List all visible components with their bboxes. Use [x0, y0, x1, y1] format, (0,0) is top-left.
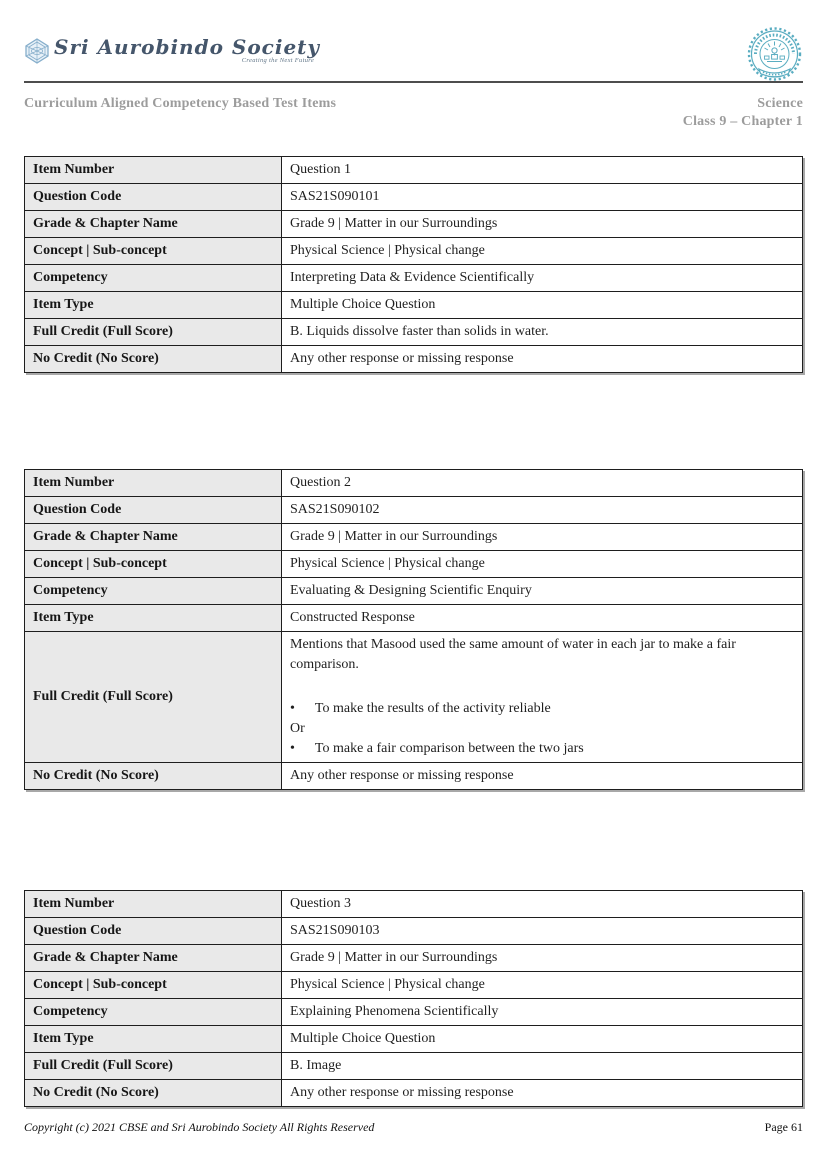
row-label: Full Credit (Full Score) [25, 319, 282, 346]
table-row [25, 632, 803, 763]
table-row [25, 265, 803, 292]
bullet-text: • To make a fair comparison between the two jars [314, 741, 584, 756]
table-row [25, 551, 803, 578]
full-credit-or: Or [290, 721, 305, 736]
table-row [25, 524, 803, 551]
row-label: Full Credit (Full Score) [25, 1053, 282, 1080]
row-label: No Credit (No Score) [25, 346, 282, 373]
class-chapter-title: Class 9 – Chapter 1 [682, 113, 803, 129]
row-label: Item Type [25, 292, 282, 319]
row-label: Grade & Chapter Name [25, 211, 282, 238]
row-value: Any other response or missing response [282, 1080, 803, 1107]
row-value: B. Liquids dissolve faster than solids in water. [282, 319, 803, 346]
row-label: Concept | Sub-concept [25, 238, 282, 265]
row-value: Any other response or missing response [282, 346, 803, 373]
table-row [25, 578, 803, 605]
row-label: Item Type [25, 1026, 282, 1053]
subject-block [683, 95, 803, 130]
row-label: Competency [25, 578, 282, 605]
item-table-question-3 [24, 890, 803, 1107]
cbse-round-emblem-icon [747, 27, 802, 83]
table-row [25, 1080, 803, 1107]
full-credit-intro: Mentions that Masood used the same amount of water in each jar to make a fair comparison. [290, 637, 736, 672]
row-value: Constructed Response [282, 605, 803, 632]
row-value: Grade 9 | Matter in our Surroundings [282, 945, 803, 972]
row-value: Physical Science | Physical change [282, 238, 803, 265]
table-row [25, 891, 803, 918]
table-row [25, 763, 803, 790]
page [24, 0, 803, 1135]
header-band [24, 0, 803, 83]
row-label: Item Number [25, 470, 282, 497]
brand-logo [24, 36, 320, 64]
row-label: Concept | Sub-concept [25, 972, 282, 999]
row-value: Evaluating & Designing Scientific Enquiry [282, 578, 803, 605]
row-value: Question 3 [282, 891, 803, 918]
row-label: Grade & Chapter Name [25, 945, 282, 972]
row-value: Grade 9 | Matter in our Surroundings [282, 211, 803, 238]
table-row [25, 972, 803, 999]
full-credit-bullet [290, 699, 794, 719]
row-value: Question 1 [282, 157, 803, 184]
full-credit-cell [282, 632, 803, 763]
table-row [25, 157, 803, 184]
subject-title: Science [757, 96, 803, 111]
row-value: Grade 9 | Matter in our Surroundings [282, 524, 803, 551]
row-value: Any other response or missing response [282, 763, 803, 790]
brand-script-text: Sri Aurobindo Society [54, 35, 321, 59]
table-row [25, 238, 803, 265]
table-row [25, 1053, 803, 1080]
table-row [25, 292, 803, 319]
footer-page-number: Page 61 [764, 1120, 803, 1134]
row-label: No Credit (No Score) [25, 763, 282, 790]
row-label: Item Number [25, 157, 282, 184]
bullet-text: • To make the results of the activity reliable [314, 701, 551, 716]
row-value: Multiple Choice Question [282, 292, 803, 319]
row-label: Grade & Chapter Name [25, 524, 282, 551]
row-value: B. Image [282, 1053, 803, 1080]
table-row [25, 999, 803, 1026]
table-row [25, 945, 803, 972]
row-label: Full Credit (Full Score) [25, 632, 282, 763]
table-row [25, 184, 803, 211]
item-table-question-2 [24, 469, 803, 790]
row-label: No Credit (No Score) [25, 1080, 282, 1107]
table-row [25, 319, 803, 346]
row-label: Question Code [25, 184, 282, 211]
row-label: Item Number [25, 891, 282, 918]
row-value: Multiple Choice Question [282, 1026, 803, 1053]
row-value: Physical Science | Physical change [282, 972, 803, 999]
row-label: Concept | Sub-concept [25, 551, 282, 578]
item-table-question-1 [24, 156, 803, 373]
row-label: Competency [25, 999, 282, 1026]
table-row [25, 605, 803, 632]
row-value: SAS21S090103 [282, 918, 803, 945]
page-footer [24, 1120, 803, 1135]
row-value: Physical Science | Physical change [282, 551, 803, 578]
table-row [25, 470, 803, 497]
brand-tagline: Creating the Next Future [241, 57, 315, 64]
row-label: Question Code [25, 497, 282, 524]
table-row [25, 497, 803, 524]
row-label: Competency [25, 265, 282, 292]
row-value: Explaining Phenomena Scientifically [282, 999, 803, 1026]
table-row [25, 211, 803, 238]
sas-diamond-logo-icon [24, 38, 50, 64]
table-row [25, 918, 803, 945]
table-row [25, 1026, 803, 1053]
row-value: SAS21S090101 [282, 184, 803, 211]
row-value: SAS21S090102 [282, 497, 803, 524]
brand-text-block [54, 36, 320, 64]
row-value: Question 2 [282, 470, 803, 497]
doc-title: Curriculum Aligned Competency Based Test Items [24, 96, 337, 111]
row-value: Interpreting Data & Evidence Scientifically [282, 265, 803, 292]
row-label: Item Type [25, 605, 282, 632]
full-credit-bullet [290, 739, 794, 759]
row-label: Question Code [25, 918, 282, 945]
table-row [25, 346, 803, 373]
title-row [24, 95, 803, 130]
footer-copyright: Copyright (c) 2021 CBSE and Sri Aurobindo Society All Rights Reserved [24, 1120, 375, 1134]
